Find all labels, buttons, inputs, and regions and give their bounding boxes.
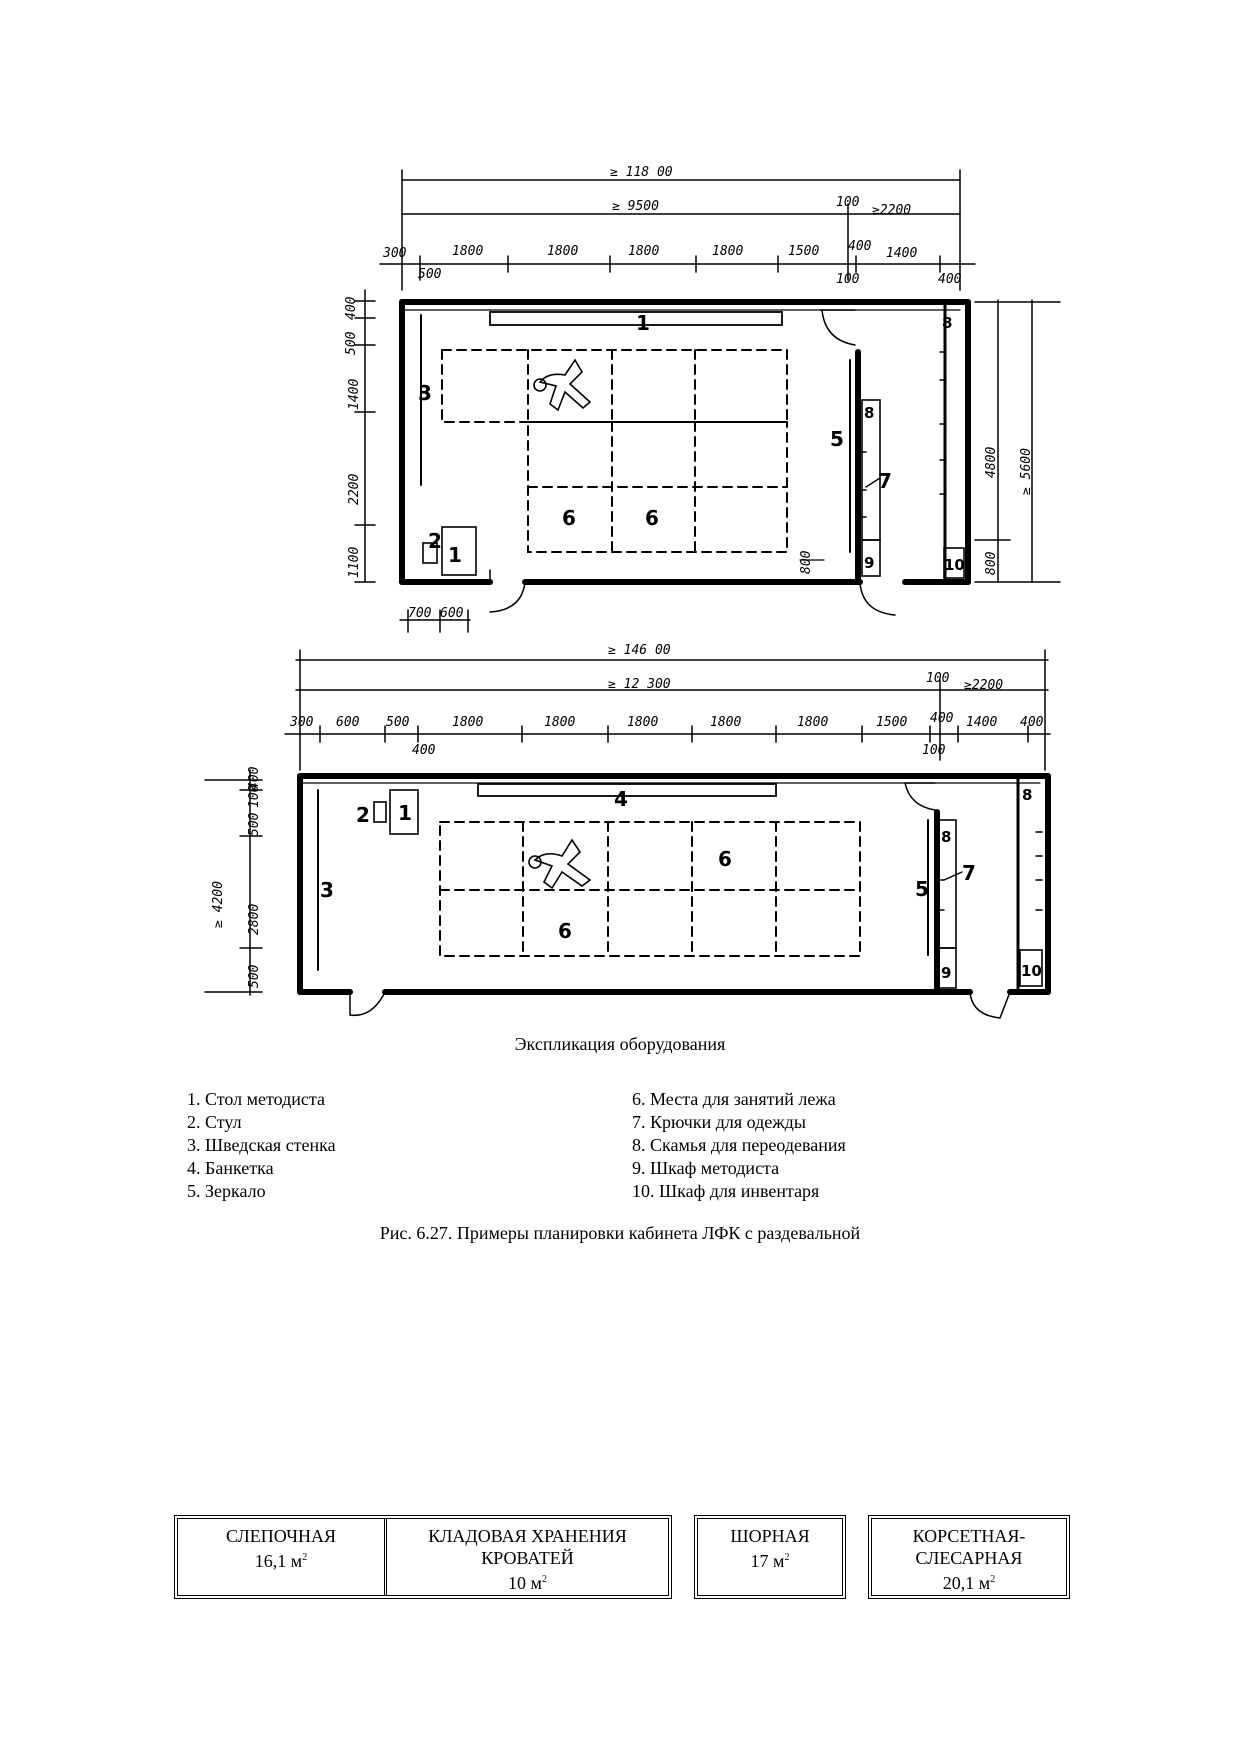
plan2-dim: 1800 xyxy=(544,715,576,730)
plan1-label: 9 xyxy=(864,554,875,572)
plan1-label: 2 xyxy=(428,529,442,553)
room-area: 17 $м^2$ xyxy=(750,1551,790,1571)
plan1-label: 6 xyxy=(645,506,659,530)
plan2-label: 8 xyxy=(941,828,952,846)
legend-item: 8. Скамья для переодевания xyxy=(632,1135,846,1155)
room-name: СЛЕПОЧНАЯ xyxy=(225,1526,336,1546)
plan2-dim-left: 400 xyxy=(247,766,262,790)
room-name: СЛЕСАРНАЯ xyxy=(915,1548,1023,1568)
plan2-label: 8 xyxy=(1022,786,1033,804)
plan2-dim: 300 xyxy=(290,715,314,730)
plan1-dim: 500 xyxy=(418,267,442,282)
legend-item: 5. Зеркало xyxy=(187,1181,266,1201)
rooms-table-3 xyxy=(868,1515,1070,1599)
figure-caption: Рис. 6.27. Примеры планировки кабинета ЛФК с раздевальной xyxy=(379,1223,861,1243)
legend-item: 7. Крючки для одежды xyxy=(632,1112,806,1132)
plan2-dim-left: 2800 xyxy=(247,903,262,935)
room-name: КРОВАТЕЙ xyxy=(481,1548,574,1568)
plan2-dim-left: ≥ 4200 xyxy=(211,881,226,928)
plan1-label: 6 xyxy=(562,506,576,530)
legend-item: 1. Стол методиста xyxy=(187,1089,325,1109)
plan2-dim: 1800 xyxy=(797,715,829,730)
plan1-dim: 100 xyxy=(836,272,860,287)
legend-item: 9. Шкаф методиста xyxy=(632,1158,780,1178)
legend-item: 10. Шкаф для инвентаря xyxy=(632,1181,820,1201)
plan2-dim: 1800 xyxy=(452,715,484,730)
plan2-dim-changing: ≥2200 xyxy=(964,678,1004,693)
plan2-dim: 400 xyxy=(930,711,954,726)
plan2-dim-left: 500 xyxy=(247,964,262,988)
plan1-dim-left: 1400 xyxy=(347,378,362,410)
plan-2 xyxy=(205,650,1050,1018)
plan2-dim: 500 xyxy=(386,715,410,730)
plan2-dim: 100 xyxy=(922,743,946,758)
plan1-dim: 400 xyxy=(938,272,962,287)
legend-left-column xyxy=(187,1088,336,1203)
plan2-label: 4 xyxy=(614,787,628,811)
plan1-label: 1 xyxy=(448,543,462,567)
rooms-table-2 xyxy=(694,1515,846,1599)
plan2-dim: 1800 xyxy=(627,715,659,730)
plan2-dim: 600 xyxy=(336,715,360,730)
room-name: КОРСЕТНАЯ- xyxy=(912,1526,1026,1546)
plan2-label: 7 xyxy=(962,861,976,885)
plan1-dim: 1800 xyxy=(628,244,660,259)
room-cell xyxy=(872,1519,1066,1595)
plan2-label: 9 xyxy=(941,964,952,982)
plan1-label: 3 xyxy=(418,381,432,405)
plan1-dim: 1800 xyxy=(712,244,744,259)
plan1-dim-bottom: 700 xyxy=(408,606,432,621)
plan1-label: 10 xyxy=(944,556,965,574)
plan2-label: 2 xyxy=(356,803,370,827)
plan2-dim: 1800 xyxy=(710,715,742,730)
plan2-dim-100: 100 xyxy=(926,671,950,686)
plan2-dim: 1500 xyxy=(876,715,908,730)
room-area: 16,1 $м^2$ xyxy=(254,1551,308,1571)
plan2-dim: 400 xyxy=(412,743,436,758)
rooms-table-1 xyxy=(174,1515,672,1599)
plan1-label: 8 xyxy=(942,314,953,332)
plan2-label: 3 xyxy=(320,878,334,902)
plan1-dim-right: 800 xyxy=(984,551,999,575)
room-cell xyxy=(698,1519,842,1595)
plan1-label: 8 xyxy=(864,404,875,422)
plan2-dim-room: ≥ 12 300 xyxy=(608,677,671,692)
plan1-dim-left: 500 xyxy=(344,331,359,355)
plan1-dim: 1800 xyxy=(547,244,579,259)
plan1-dim: 300 xyxy=(383,246,407,261)
plan2-dim-left: 500 xyxy=(247,812,262,836)
room-area: 20,1 $м^2$ xyxy=(942,1573,996,1593)
plan1-dim: 1500 xyxy=(788,244,820,259)
legend-item: 4. Банкетка xyxy=(187,1158,274,1178)
plan1-label: 1 xyxy=(636,311,650,335)
plan1-dim-changing: ≥2200 xyxy=(872,203,912,218)
legend-right-column xyxy=(632,1088,846,1203)
plan2-label: 5 xyxy=(915,877,929,901)
legend-item: 3. Шведская стенка xyxy=(187,1135,336,1155)
plan1-dim: 1800 xyxy=(452,244,484,259)
plan2-dim-total: ≥ 146 00 xyxy=(608,643,671,658)
plan1-dim-room: ≥ 9500 xyxy=(612,199,659,214)
plan2-dim: 1400 xyxy=(966,715,998,730)
plan1-label: 5 xyxy=(830,427,844,451)
room-cell xyxy=(384,1519,668,1595)
plan2-dim-left: 100 xyxy=(247,784,262,808)
legend-item: 2. Стул xyxy=(187,1112,242,1132)
plan2-dim: 400 xyxy=(1020,715,1044,730)
plan2-label: 10 xyxy=(1021,962,1042,980)
plan1-dim-small: 800 xyxy=(799,550,814,574)
plan1-dim-bottom: 600 xyxy=(440,606,464,621)
plan1-label: 7 xyxy=(878,469,892,493)
legend-item: 6. Места для занятий лежа xyxy=(632,1089,836,1109)
plan1-dim-left: 1100 xyxy=(347,546,362,578)
room-cell xyxy=(178,1519,384,1595)
plan1-dim: 400 xyxy=(848,239,872,254)
plan2-label: 6 xyxy=(718,847,732,871)
plan1-dim-total: ≥ 118 00 xyxy=(610,165,673,180)
plan2-label: 1 xyxy=(398,801,412,825)
plan1-dim-right: ≥ 5600 xyxy=(1019,448,1034,495)
room-name: КЛАДОВАЯ ХРАНЕНИЯ xyxy=(428,1526,627,1546)
room-name: ШОРНАЯ xyxy=(730,1526,810,1546)
plan1-dim-left: 400 xyxy=(344,296,359,320)
room-area: 10 $м^2$ xyxy=(508,1573,547,1593)
plan1-dim: 1400 xyxy=(886,246,918,261)
plan1-dim-100: 100 xyxy=(836,195,860,210)
legend-title: Экспликация оборудования xyxy=(514,1034,726,1054)
plan2-label: 6 xyxy=(558,919,572,943)
plan1-dim-right: 4800 xyxy=(984,446,999,478)
plan1-dim-left: 2200 xyxy=(347,473,362,505)
